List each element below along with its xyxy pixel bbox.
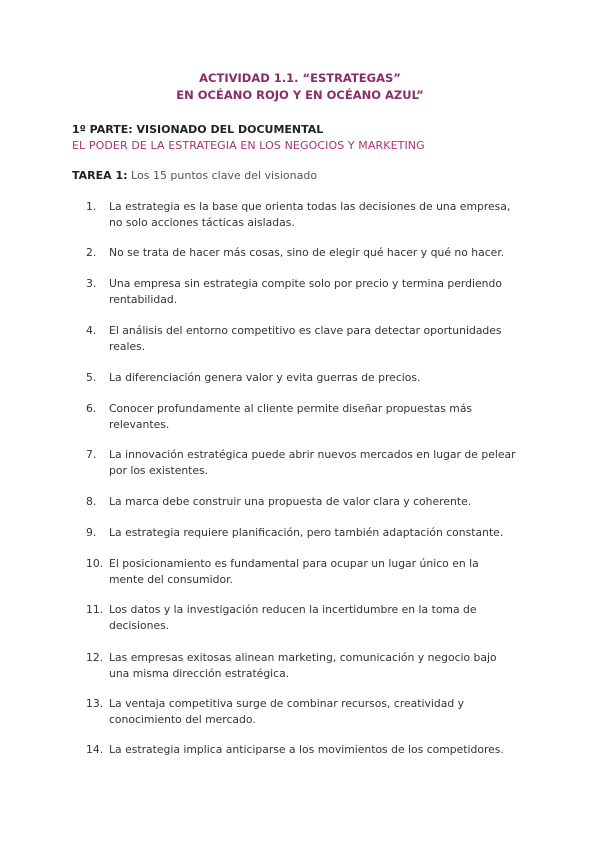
item-text: El análisis del entorno competitivo es clave para detectar oportunidades reales. [109,324,502,353]
item-text: La estrategia requiere planificación, pero también adaptación constante. [109,526,504,539]
item-number: 13. [86,697,104,710]
item-text: La estrategia es la base que orienta todas las decisiones de una empresa, no solo acciones tácticas aisladas. [109,200,511,229]
task-label: TAREA 1: [72,169,128,182]
item-number: 6. [86,402,97,415]
part-subtitle: EL PODER DE LA ESTRATEGIA EN LOS NEGOCIOS Y MARKETING [72,139,425,152]
item-text: La estrategia implica anticiparse a los movimientos de los competidores. [109,743,504,756]
item-text: Conocer profundamente al cliente permite diseñar propuestas más relevantes. [109,402,473,431]
item-number: 3. [86,277,97,290]
item-number: 14. [86,743,104,756]
item-number: 9. [86,526,97,539]
title-line-2: EN OCÉANO ROJO Y EN OCÉANO AZUL” [176,88,424,102]
item-number: 11. [86,603,104,616]
item-number: 1. [86,200,97,213]
item-number: 10. [86,557,104,570]
item-number: 12. [86,651,104,664]
item-text: El posicionamiento es fundamental para ocupar un lugar único en la mente del consumidor. [109,557,479,586]
item-text: No se trata de hacer más cosas, sino de elegir qué hacer y qué no hacer. [109,246,505,259]
item-number: 2. [86,246,97,259]
item-text: La ventaja competitiva surge de combinar recursos, creatividad y conocimiento del mercado. [109,697,465,726]
title-line-1: ACTIVIDAD 1.1. “ESTRATEGAS” [199,71,401,85]
item-number: 8. [86,495,97,508]
part-heading: 1º PARTE: VISIONADO DEL DOCUMENTAL [72,123,324,136]
item-number: 7. [86,448,97,461]
item-text: Las empresas exitosas alinean marketing, comunicación y negocio bajo una misma dirección estratégica. [109,651,497,680]
task-text: Los 15 puntos clave del visionado [131,169,318,182]
item-text: La diferenciación genera valor y evita guerras de precios. [109,371,421,384]
item-number: 4. [86,324,97,337]
item-text: La innovación estratégica puede abrir nuevos mercados en lugar de pelear por los existentes. [109,448,516,477]
item-text: Una empresa sin estrategia compite solo por precio y termina perdiendo rentabilidad. [109,277,502,306]
activity-title [0,70,600,104]
item-text: Los datos y la investigación reducen la incertidumbre en la toma de decisiones. [109,603,477,632]
item-number: 5. [86,371,97,384]
task-heading [72,169,317,182]
item-text: La marca debe construir una propuesta de valor clara y coherente. [109,495,472,508]
